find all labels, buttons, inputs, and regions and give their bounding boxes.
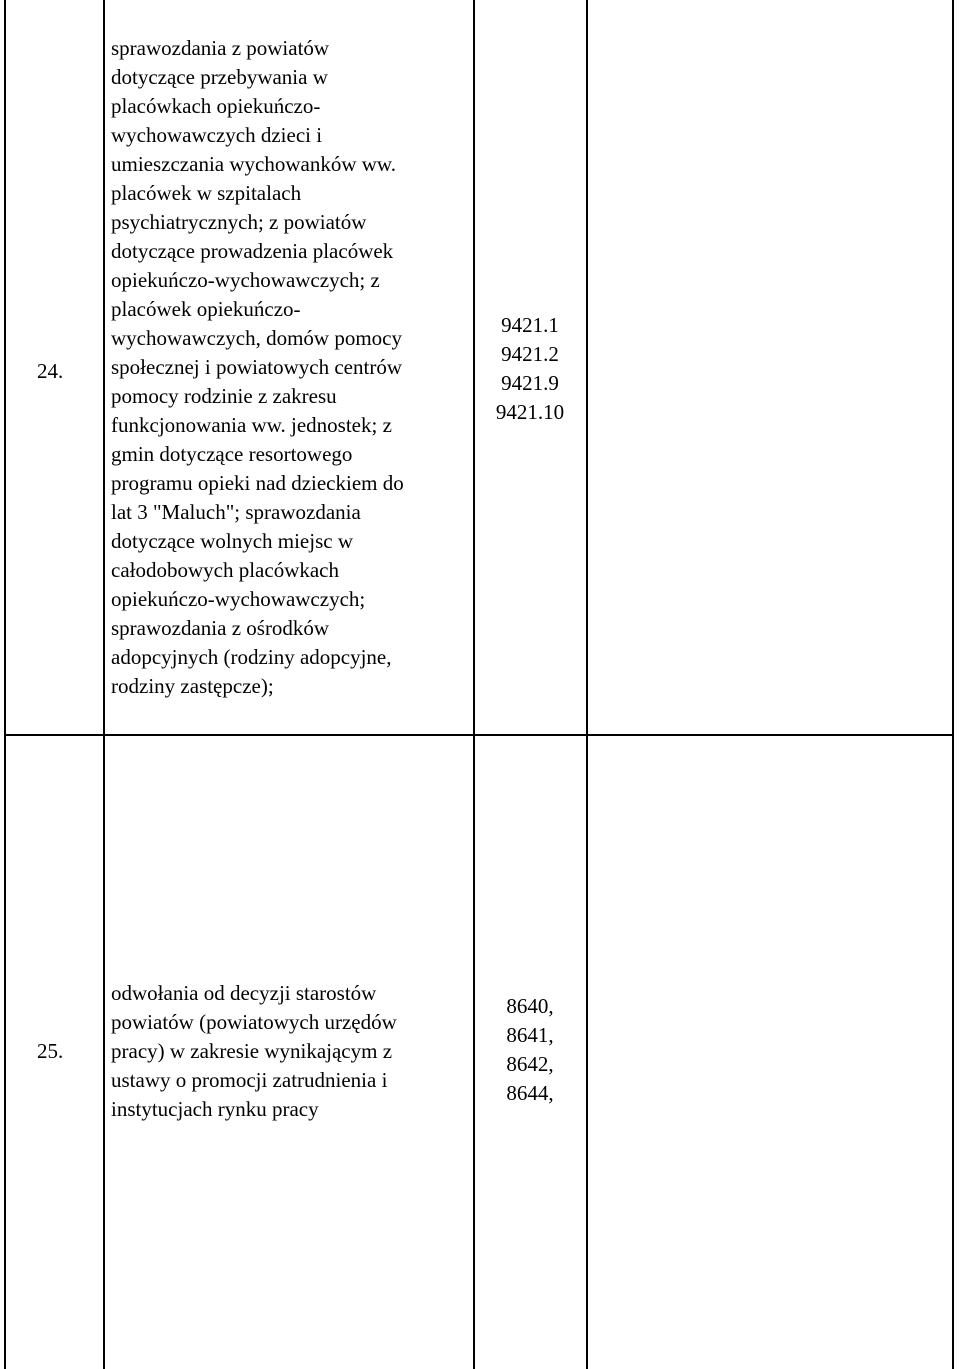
row-codes-24: 9421.1 9421.2 9421.9 9421.10: [495, 313, 565, 424]
column-divider-3: [586, 0, 588, 1369]
column-divider-2: [473, 0, 475, 1369]
row-number-25: 25.: [37, 1039, 64, 1063]
table-border-right: [952, 0, 954, 1369]
column-divider-1: [103, 0, 105, 1369]
row-description-25: odwołania od decyzji starostów powiatów (powiatowych urzędów pracy) w zakresie wynikającym z ustawy o promocji zatrudnienia i instytucjach rynku pracy: [111, 981, 397, 1121]
row-codes-25: 8640, 8641, 8642, 8644,: [506, 994, 554, 1105]
row-description-24: sprawozdania z powiatów dotyczące przebywania w placówkach opiekuńczo- wychowawczych dzieci i umieszczania wychowanków ww. placówek w szpitalach psychiatrycznych; z powiatów dotyczące prowadzenia placówek opiekuńczo-wychowawczych; z placówek opiekuńczo- wychowawczych, domów pomocy społecznej i powiatowych centrów pomocy rodzinie z zakresu funkcjonowania ww. jednostek; z gmin dotyczące resortowego programu opieki nad dzieckiem do lat 3 "Maluch"; sprawozdania dotyczące wolnych miejsc w całodobowych placówkach opiekuńczo-wychowawczych; sprawozdania z ośrodków adopcyjnych (rodziny adopcyjne, rodziny zastępcze);: [111, 36, 404, 698]
row-number-24: 24.: [37, 359, 64, 383]
table-border-left: [4, 0, 6, 1369]
row-divider: [4, 734, 954, 736]
